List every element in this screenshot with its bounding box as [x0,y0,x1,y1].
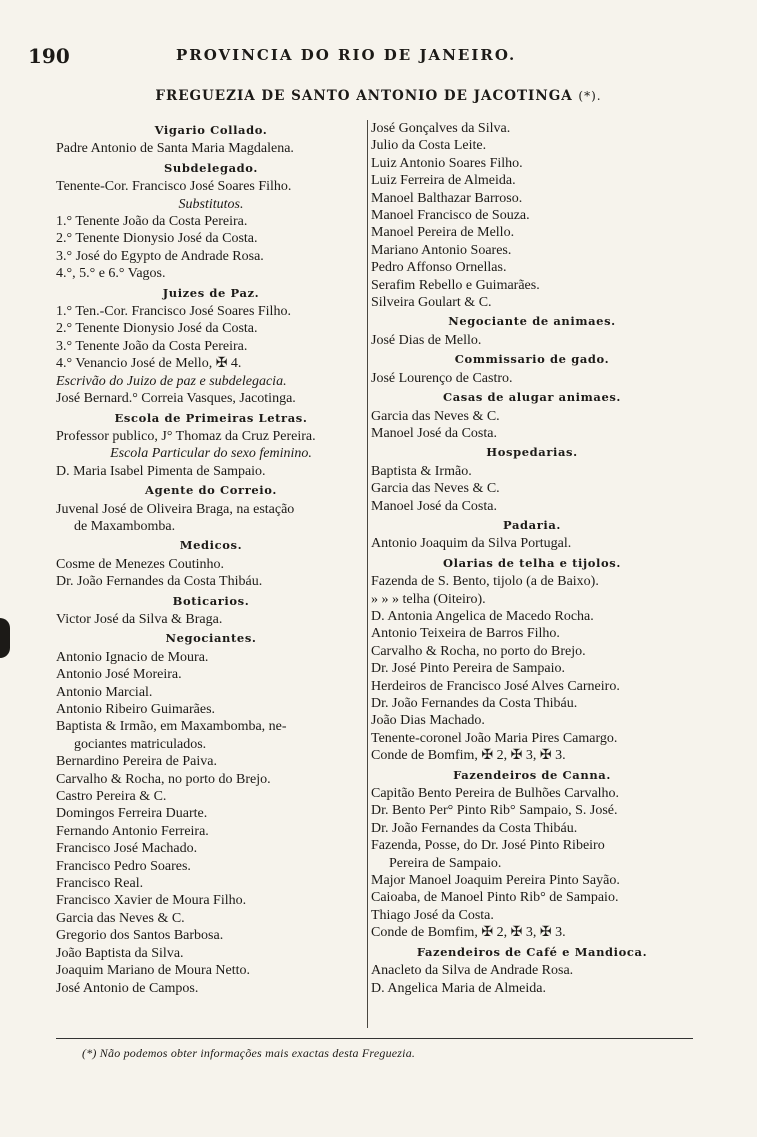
list-item: Professor publico, J° Thomaz da Cruz Pereira. [56,428,316,444]
list-item: Mariano Antonio Soares. [371,242,512,258]
list-item: Antonio Ignacio de Moura. [56,649,209,665]
list-item: Carvalho & Rocha, no porto do Brejo. [371,643,586,659]
list-item: Baptista & Irmão, em Maxambomba, ne- [56,719,287,735]
section-heading: Commissario de gado. [454,352,610,367]
list-item: Caioaba, de Manoel Pinto Rib° de Sampaio. [371,890,619,906]
list-item: Manoel José da Costa. [371,498,497,514]
footnote: (*) Não podemos obter informações mais exactas desta Freguezia. [82,1046,416,1060]
list-item: Conde de Bomfim, ✠ 2, ✠ 3, ✠ 3. [371,925,566,941]
list-item: Domingos Ferreira Duarte. [56,806,208,822]
left-column [56,120,366,997]
list-item: Dr. José Pinto Pereira de Sampaio. [371,661,566,677]
list-item: Luiz Antonio Soares Filho. [371,155,523,171]
list-item: Castro Pereira & C. [56,789,167,805]
entry-continuation: gociantes matriculados. [74,736,207,752]
list-item: D. Antonia Angelica de Macedo Rocha. [371,608,594,624]
section-heading: Casas de alugar animaes. [442,390,622,405]
section-heading: Medicos. [179,538,243,553]
list-item: José Antonio de Campos. [56,980,199,996]
list-item: Garcia das Neves & C. [56,910,185,926]
italic-entry: Escrivão do Juizo de paz e subdelegacia. [56,373,287,389]
section-heading: Juizes de Paz. [162,285,260,300]
list-item: Julio da Costa Leite. [371,138,487,154]
list-item: Tenente-Cor. Francisco José Soares Filho. [56,179,292,195]
entry-continuation: de Maxambomba. [74,518,176,534]
list-item: Padre Antonio de Santa Maria Magdalena. [56,141,294,157]
list-item: Bernardino Pereira de Paiva. [56,754,217,770]
list-item: José Gonçalves da Silva. [371,121,511,136]
section-heading: Vigario Collado. [154,123,268,137]
list-item: D. Angelica Maria de Almeida. [371,980,546,996]
list-item: Carvalho & Rocha, no porto do Brejo. [56,771,271,787]
list-item: Fazenda de S. Bento, tijolo (a de Baixo). [371,574,599,590]
list-item: Antonio Joaquim da Silva Portugal. [371,536,572,552]
list-item: Pedro Affonso Ornellas. [371,260,507,276]
column-divider [367,120,368,1028]
list-item: Garcia das Neves & C. [371,408,500,424]
page-number: 190 [28,44,70,68]
list-item: Dr. João Fernandes da Costa Thibáu. [371,820,578,836]
list-item: Serafim Rebello e Guimarães. [371,277,540,293]
list-item: 1.° Tenente João da Costa Pereira. [56,214,248,230]
list-item: Antonio Marcial. [56,684,153,700]
list-item: Thiago José da Costa. [371,907,494,923]
list-item: Manoel Pereira de Mello. [371,225,515,241]
list-item: Joaquim Mariano de Moura Netto. [56,963,251,979]
list-item: Francisco José Machado. [56,841,198,857]
list-item: Victor José da Silva & Braga. [56,611,223,627]
section-heading: Subdelegado. [164,160,258,175]
list-item: João Baptista da Silva. [56,945,184,961]
list-item: Conde de Bomfim, ✠ 2, ✠ 3, ✠ 3. [371,748,566,764]
list-item: 4.° Venancio José de Mello, ✠ 4. [56,356,242,372]
list-item: Garcia das Neves & C. [371,481,500,497]
section-heading: Negociantes. [165,631,257,646]
list-item: Antonio José Moreira. [56,667,182,683]
list-item: Luiz Ferreira de Almeida. [371,173,516,189]
list-item: » » » telha (Oiteiro). [371,591,486,607]
running-title: PROVINCIA DO RIO DE JANEIRO. [176,46,517,64]
list-item: Francisco Xavier de Moura Filho. [56,893,247,909]
section-heading: Fazendeiros de Canna. [453,767,611,782]
list-item: Francisco Real. [56,876,144,892]
section-heading: Hospedarias. [486,445,578,460]
section-note-mark: (*). [578,89,602,103]
list-item: José Dias de Mello. [371,332,482,348]
list-item: Fernando Antonio Ferreira. [56,823,209,839]
list-item: Major Manoel Joaquim Pereira Pinto Sayão. [371,873,620,889]
italic-subheading: Escola Particular do sexo feminino. [110,446,312,462]
list-item: Manoel Balthazar Barroso. [371,190,523,206]
section-heading: Olarias de telha e tijolos. [443,555,621,570]
list-item: Juvenal José de Oliveira Braga, na estação [56,501,295,517]
section-heading: Padaria. [503,517,561,532]
list-item: Francisco Pedro Soares. [56,858,191,874]
list-item: Dr. Bento Per° Pinto Rib° Sampaio, S. José. [371,803,618,819]
list-item: 1.° Ten.-Cor. Francisco José Soares Filho. [56,304,291,320]
right-column [371,120,693,997]
italic-subheading: Substitutos. [178,196,244,212]
list-item: Fazenda, Posse, do Dr. José Pinto Ribeiro [371,838,605,854]
section-heading: Agente do Correio. [145,483,277,498]
list-item: Herdeiros de Francisco José Alves Carneiro. [371,678,620,694]
section-heading: Escola de Primeiras Letras. [114,410,308,425]
section-heading: Fazendeiros de Café e Mandioca. [416,944,648,959]
list-item: José Lourenço de Castro. [371,370,513,386]
section-title-text: FREGUEZIA DE SANTO ANTONIO DE JACOTINGA [155,88,573,104]
list-item: 2.° Tenente Dionysio José da Costa. [56,321,258,337]
margin-ink-blot [0,618,10,658]
list-item: Cosme de Menezes Coutinho. [56,556,224,572]
footnote-rule [56,1038,693,1039]
list-item: Anacleto da Silva de Andrade Rosa. [371,963,574,979]
list-item: Antonio Ribeiro Guimarães. [56,702,216,717]
list-item: Capitão Bento Pereira de Bulhões Carvalho. [371,786,620,802]
list-item: Dr. João Fernandes da Costa Thibáu. [56,574,263,590]
section-title [0,88,757,104]
list-item: Gregorio dos Santos Barbosa. [56,928,224,944]
list-item: 3.° José do Egypto de Andrade Rosa. [56,248,264,264]
list-item: D. Maria Isabel Pimenta de Sampaio. [56,463,266,479]
list-item: Manoel Francisco de Souza. [371,208,530,224]
section-heading: Boticarios. [172,593,250,608]
list-item: 2.° Tenente Dionysio José da Costa. [56,231,258,247]
list-item: Tenente-coronel João Maria Pires Camargo. [371,730,618,746]
entry-continuation: Pereira de Sampaio. [389,855,502,871]
list-item: José Bernard.° Correia Vasques, Jacotinga. [56,391,296,407]
list-item: Baptista & Irmão. [371,463,472,479]
list-item: João Dias Machado. [371,713,485,729]
list-item: Silveira Goulart & C. [371,295,492,311]
section-heading: Negociante de animaes. [448,314,616,329]
list-item: Dr. João Fernandes da Costa Thibáu. [371,696,578,711]
list-item: Manoel José da Costa. [371,425,497,441]
list-item: Antonio Teixeira de Barros Filho. [371,626,560,642]
list-item: 4.°, 5.° e 6.° Vagos. [56,266,166,282]
list-item: 3.° Tenente João da Costa Pereira. [56,338,248,354]
